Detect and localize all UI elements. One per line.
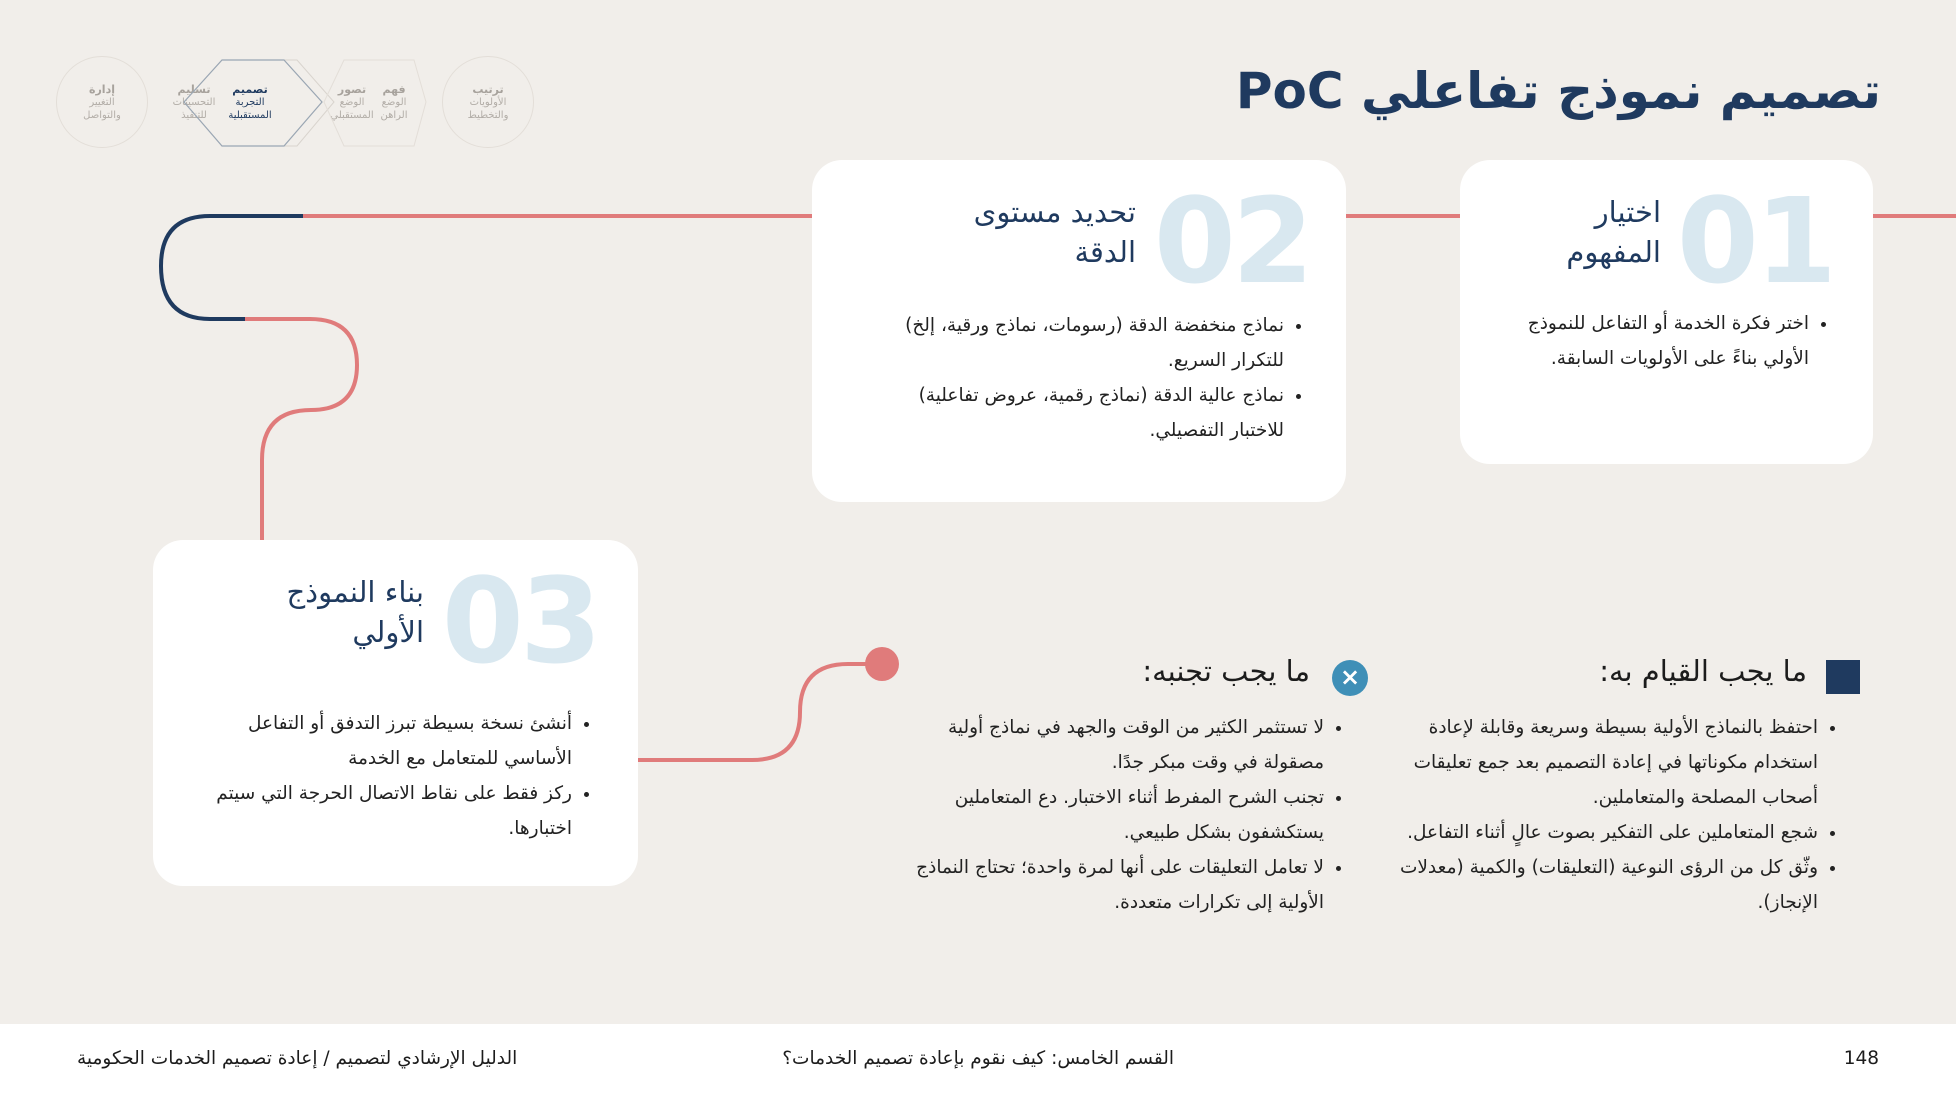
dont-list	[904, 710, 1346, 920]
close-circle-icon: ×	[1332, 660, 1368, 696]
step-bullets	[884, 308, 1306, 448]
do-item: • وثّق كل من الرؤى النوعية (التعليقات) والكمية (معدلات الإنجاز).	[1368, 850, 1818, 920]
step-card-03	[153, 540, 638, 886]
step-bullets	[192, 706, 594, 846]
step-card-02	[812, 160, 1346, 502]
stage-priorities[interactable]: ترتيب الأولويات والتخطيط	[442, 56, 534, 148]
stage-future-vision[interactable]: تصور الوضع المستقبلي	[330, 82, 374, 121]
page-title: تصميم نموذج تفاعلي PoC	[1235, 62, 1881, 120]
do-square-icon	[1826, 660, 1860, 694]
bullet-item: • أنشئ نسخة بسيطة تبرز التدفق أو التفاعل الأساسي للمتعامل مع الخدمة	[192, 706, 572, 776]
stage-current-state[interactable]: فهم الوضع الراهن	[380, 82, 408, 121]
do-item: • احتفظ بالنماذج الأولية بسيطة وسريعة وقابلة لإعادة استخدام مكوناتها في إعادة التصميم بعد جمع تعليقات أصحاب المصلحة والمتعاملين.	[1368, 710, 1818, 815]
stage-change-management[interactable]: إدارة التغيير والتواصل	[56, 56, 148, 148]
step-number: 01	[1676, 172, 1833, 310]
do-title: ما يجب القيام به:	[1599, 654, 1807, 688]
stage-navigation	[54, 56, 544, 152]
bullet-item: • نماذج منخفضة الدقة (رسومات، نماذج ورقية، إلخ) للتكرار السريع.	[884, 308, 1284, 378]
dont-item: • لا تستثمر الكثير من الوقت والجهد في نماذج أولية مصقولة في وقت مبكر جدًا.	[904, 710, 1324, 780]
step-title: بناء النموذج الأولي	[286, 575, 424, 649]
footer-guide-title: الدليل الإرشادي لتصميم / إعادة تصميم الخدمات الحكومية	[77, 1048, 518, 1069]
step-title: تحديد مستوى الدقة	[973, 195, 1136, 269]
dont-item: • لا تعامل التعليقات على أنها لمرة واحدة؛ تحتاج النماذج الأولية إلى تكرارات متعددة.	[904, 850, 1324, 920]
dont-title: ما يجب تجنبه:	[1142, 654, 1310, 688]
step-number: 02	[1153, 172, 1310, 310]
bullet-item: • اختر فكرة الخدمة أو التفاعل للنموذج الأولي بناءً على الأولويات السابقة.	[1487, 306, 1809, 376]
do-item: • شجع المتعاملين على التفكير بصوت عالٍ أثناء التفاعل.	[1368, 815, 1818, 850]
bullet-item: • نماذج عالية الدقة (نماذج رقمية، عروض تفاعلية) للاختبار التفصيلي.	[884, 378, 1284, 448]
bullet-item: • ركز فقط على نقاط الاتصال الحرجة التي سيتم اختبارها.	[192, 776, 572, 846]
footer-section-title: القسم الخامس: كيف نقوم بإعادة تصميم الخدمات؟	[782, 1048, 1174, 1069]
stage-design-experience[interactable]: تصميم التجربة المستقبلية	[228, 82, 272, 121]
stage-deliver[interactable]: تسليم التحسينات للتنفيذ	[172, 82, 216, 121]
stage-chevrons	[54, 56, 544, 152]
do-list	[1368, 710, 1840, 920]
step-card-01	[1460, 160, 1873, 464]
step-bullets	[1487, 306, 1831, 376]
step-number: 03	[441, 552, 598, 690]
step-title: اختيار المفهوم	[1566, 195, 1661, 269]
dont-item: • تجنب الشرح المفرط أثناء الاختبار. دع المتعاملين يستكشفون بشكل طبيعي.	[904, 780, 1324, 850]
page-footer	[0, 1024, 1956, 1100]
page-number: 148	[1843, 1048, 1879, 1069]
